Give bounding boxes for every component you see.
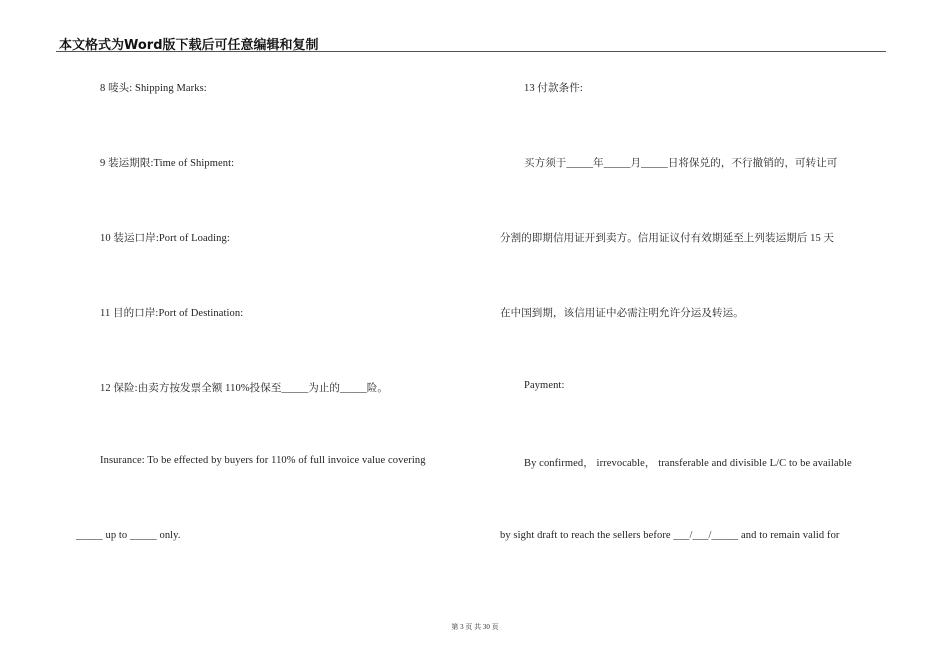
clause-10-port-of-loading: 10 装运口岸:Port of Loading:: [100, 233, 230, 244]
payment-cn-line-2: 分割的即期信用证开到卖方。信用证议付有效期延至上列装运期后 15 天: [500, 233, 835, 244]
clause-9-time-of-shipment: 9 装运期限:Time of Shipment:: [100, 158, 235, 169]
payment-cn-line-3: 在中国到期，该信用证中必需注明允许分运及转运。: [500, 308, 744, 319]
clause-13-payment-terms: 13 付款条件:: [524, 83, 583, 94]
header-divider: [56, 51, 886, 52]
payment-en-line-2: by sight draft to reach the sellers before ___/___/_____ and to remain valid for: [500, 530, 840, 541]
payment-en-line-1: By confirmed， irrevocable， transferable and divisible L/C to be available: [524, 458, 852, 469]
payment-en-heading: Payment:: [524, 380, 565, 391]
clause-12-insurance-cn: 12 保险:由卖方按发票全额 110%投保至_____为止的_____险。: [100, 383, 388, 394]
clause-8-shipping-marks: 8 唛头: Shipping Marks:: [100, 83, 207, 94]
clause-12-insurance-en-cont: _____ up to _____ only.: [76, 530, 181, 541]
clause-12-insurance-en: Insurance: To be effected by buyers for 110% of full invoice value covering: [100, 455, 426, 466]
document-header-title: 本文格式为Word版下载后可任意编辑和复制: [59, 38, 319, 53]
clause-11-port-of-destination: 11 目的口岸:Port of Destination:: [100, 308, 244, 319]
payment-cn-line-1: 买方须于_____年_____月_____日将保兑的，不行撤销的，可转让可: [524, 158, 838, 169]
page-number: 第 3 页 共 30 页: [451, 623, 499, 631]
